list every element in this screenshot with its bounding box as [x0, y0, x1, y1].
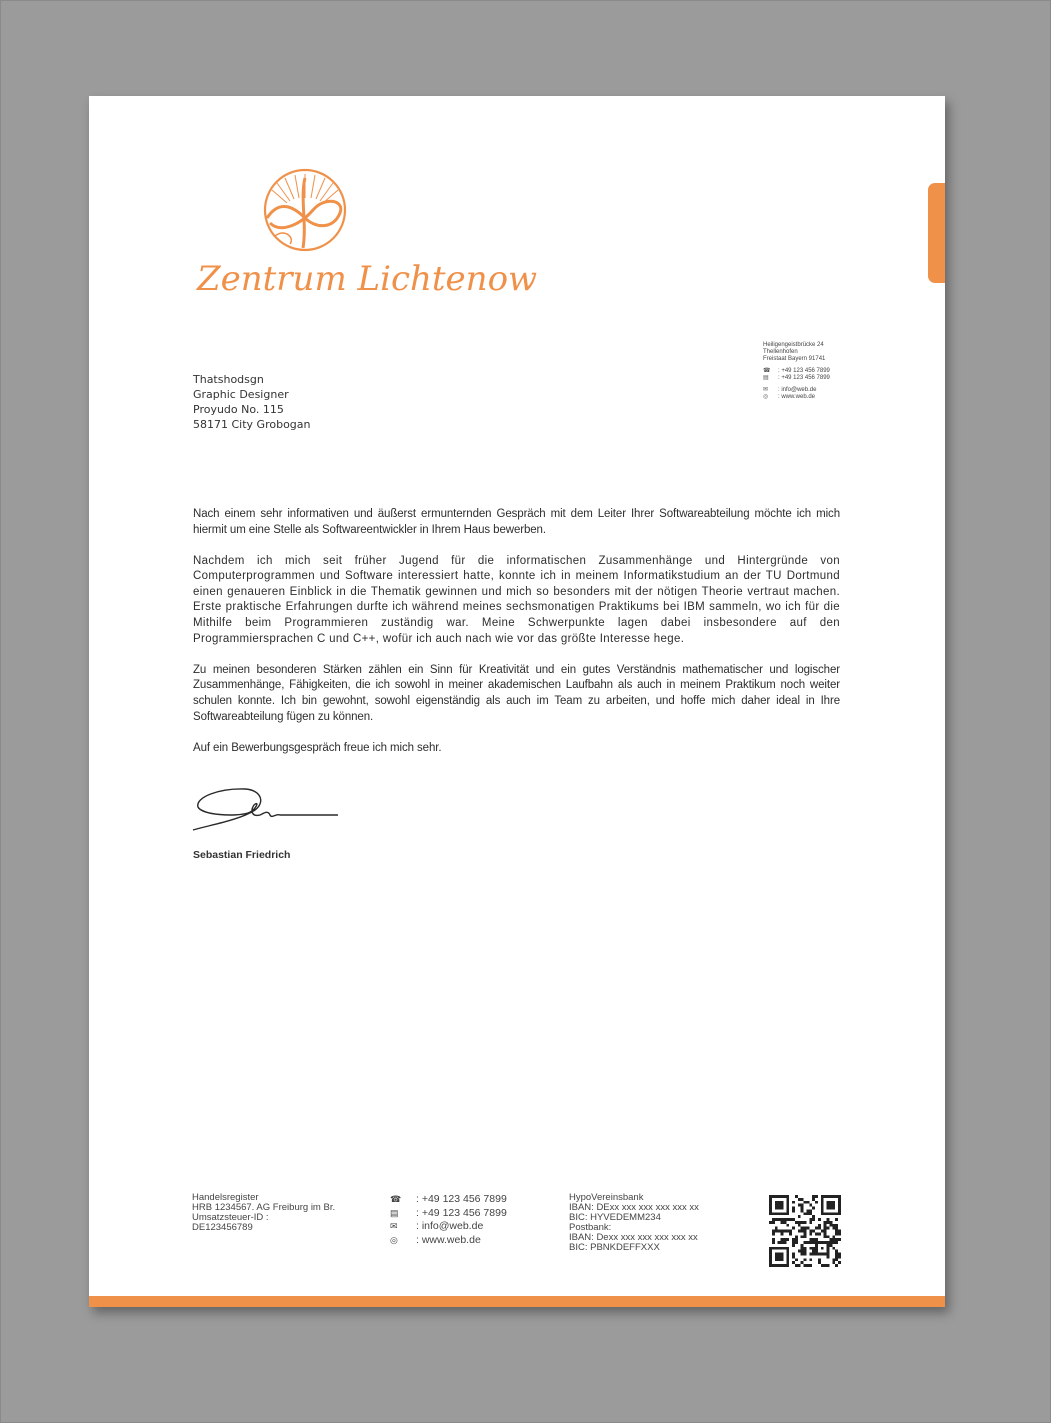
mail-icon: ✉ — [390, 1221, 398, 1231]
sender-phone: : +49 123 456 7899 — [778, 368, 830, 374]
signer-name: Sebastian Friedrich — [193, 849, 291, 861]
footer-fax: : +49 123 456 7899 — [416, 1206, 507, 1219]
letter-paragraph: Nachdem ich mich seit früher Jugend für die informatischen Zusammenhänge und Hintergründe von Computerprogrammen und Software interessiert hatte, konnte ich in meinem Informatikstudium an der TU Dortmund einen genaueren Einblick in die Thematik gewinnen und mich so besonders mit der nötigen Theorie vertraut machen. Erste praktische Erfahrungen durfte ich während meines sechsmonatigen Praktikums bei IBM sammeln, wo ich für die Mithilfe beim Programmieren zuständig war. Meine Schwerpunkte lagen dabei insbesondere auf den Programmiersprachen C und C++, wofür ich auch nach wie vor das größte Interesse hege. — [193, 554, 840, 645]
phone-icon: ☎ — [390, 1194, 402, 1204]
globe-icon: ◎ — [390, 1234, 398, 1245]
side-tab — [928, 183, 945, 283]
footer-bank-line: BIC: PBNKDEFFXXX — [569, 1242, 660, 1253]
footer-bank-line: BIC: HYVEDEMM234 — [569, 1212, 661, 1223]
globe-icon: ◎ — [763, 394, 769, 400]
sender-web: : www.web.de — [778, 394, 816, 400]
recipient-address — [193, 372, 311, 432]
footer-bank-line: HypoVereinsbank — [569, 1192, 644, 1203]
sender-address-line: Freistaat Bayern 91741 — [763, 356, 826, 362]
footer-register-line: HRB 1234567. AG Freiburg im Br. — [192, 1202, 336, 1213]
footer-register-line: Umsatzsteuer-ID : — [192, 1212, 269, 1223]
letter-body — [193, 507, 840, 772]
brand-logo — [195, 168, 538, 303]
footer-contact — [390, 1193, 507, 1247]
sender-address-line: Thellenhofen — [763, 349, 798, 355]
footer-bank — [569, 1193, 699, 1253]
sender-email: : info@web.de — [778, 387, 817, 393]
qr-code-icon — [769, 1195, 841, 1267]
footer-email: : info@web.de — [416, 1220, 484, 1232]
brand-name: Zentrum Lichtenow — [197, 259, 538, 299]
footer-bank-line: Postbank: — [569, 1222, 612, 1233]
footer-accent-bar — [89, 1296, 945, 1307]
printer-icon: ▤ — [390, 1207, 399, 1218]
footer-web: : www.web.de — [416, 1233, 481, 1246]
letter-paragraph: Auf ein Bewerbungsgespräch freue ich mich sehr. — [193, 741, 442, 754]
footer-bank-line: IBAN: Dexx xxx xxx xxx xxx xx — [569, 1232, 698, 1243]
recipient-line: Thatshodsgn — [193, 373, 264, 386]
mail-icon: ✉ — [763, 387, 769, 393]
footer-register — [192, 1193, 335, 1233]
recipient-line: Proyudo No. 115 — [193, 403, 284, 416]
footer-bank-line: IBAN: DExx xxx xxx xxx xxx xx — [569, 1202, 699, 1213]
printer-icon: ▤ — [763, 375, 769, 381]
letter-paragraph: Nach einem sehr informativen und äußerst ermunternden Gespräch mit dem Leiter Ihrer Softwareabteilung möchte ich mich hiermit um eine Stelle als Softwareentwickler in Ihrem Haus bewerben. — [193, 508, 840, 536]
footer-phone: : +49 123 456 7899 — [416, 1193, 507, 1205]
sender-fax: : +49 123 456 7899 — [778, 375, 830, 381]
sender-address-line: Heiligengeistbrücke 24 — [763, 342, 824, 348]
recipient-line: 58171 City Grobogan — [193, 418, 311, 431]
footer-register-line: DE123456789 — [192, 1222, 253, 1233]
phone-icon: ☎ — [763, 368, 771, 374]
handwritten-signature — [190, 785, 342, 837]
letter-paragraph: Zu meinen besonderen Stärken zählen ein Sinn für Kreativität und ein gutes Verständnis mathematischer und logischer Zusammenhänge, Fähigkeiten, die ich sowohl in meiner akademischen Laufbahn als auch in meinem Praktikum noch weiter schulen konnte. Ich bin gewohnt, sowohl eigenständig als auch im Team zu arbeiten, und hoffe mich daher ideal in Ihre Softwareabteilung fügen zu können. — [193, 663, 840, 723]
footer-register-line: Handelsregister — [192, 1192, 259, 1203]
recipient-line: Graphic Designer — [193, 388, 289, 401]
sender-block — [763, 342, 830, 401]
